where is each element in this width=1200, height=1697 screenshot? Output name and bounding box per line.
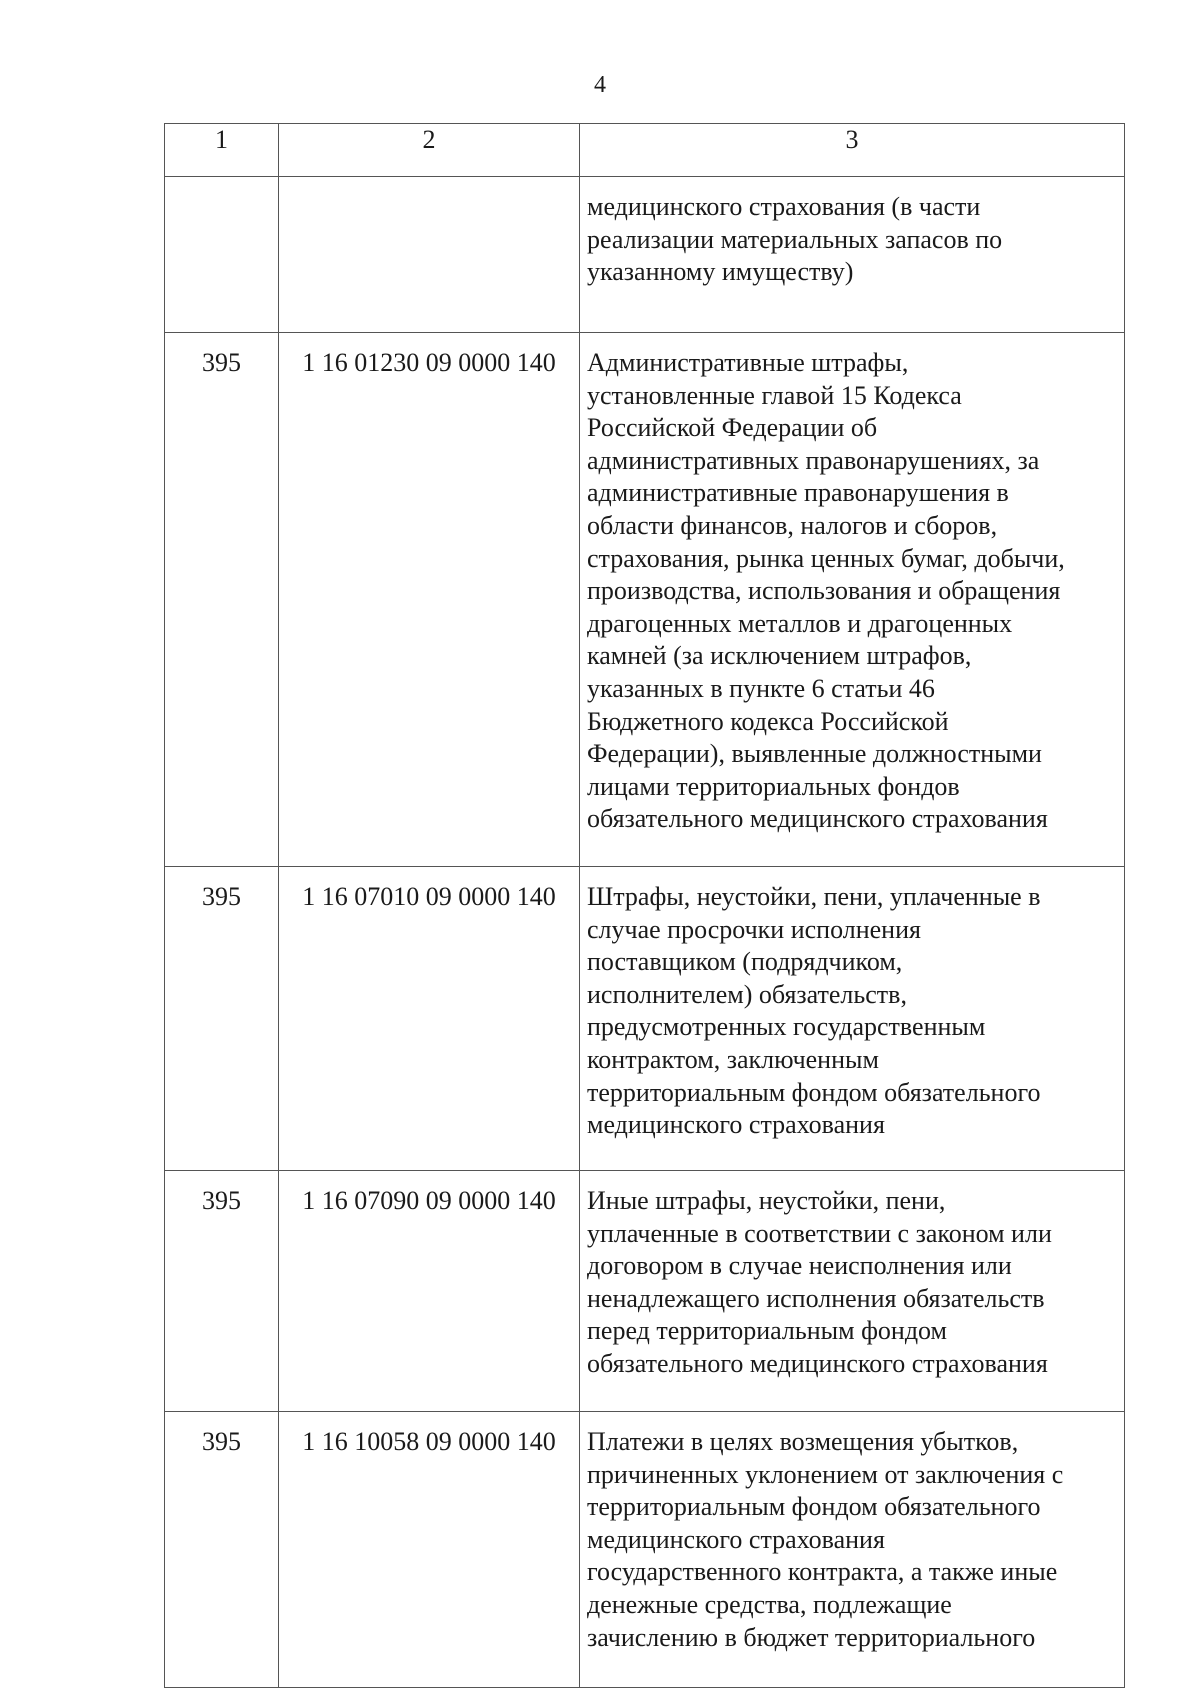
description-cell xyxy=(580,1412,1125,1688)
page-number: 4 xyxy=(594,72,606,98)
description-line: страхования, рынка ценных бумаг, добычи, xyxy=(587,543,1065,573)
description-line: зачислению в бюджет территориального xyxy=(587,1622,1036,1652)
description-line: уплаченные в соответствии с законом или xyxy=(587,1218,1052,1248)
description-line: указанному имуществу) xyxy=(587,257,854,287)
description-line: денежные средства, подлежащие xyxy=(587,1589,952,1619)
description-cell xyxy=(580,177,1125,333)
admin-code-cell: 395 xyxy=(165,867,279,1171)
description-line: драгоценных металлов и драгоценных xyxy=(587,608,1013,638)
description-line: обязательного медицинского страхования xyxy=(587,804,1048,834)
description-line: производства, использования и обращения xyxy=(587,576,1061,606)
description-cell xyxy=(580,1171,1125,1412)
description-line: лицами территориальных фондов xyxy=(587,771,960,801)
budget-code-cell: 1 16 07010 09 0000 140 xyxy=(279,867,580,1171)
description-line: территориальным фондом обязательного xyxy=(587,1492,1041,1522)
description-line: обязательного медицинского страхования xyxy=(587,1348,1048,1378)
description-line: перед территориальным фондом xyxy=(587,1316,948,1346)
description-line: указанных в пункте 6 статьи 46 xyxy=(587,673,935,703)
table-row xyxy=(165,333,1125,867)
table-row xyxy=(165,177,1125,333)
table-header-row xyxy=(165,124,1125,177)
description-line: камней (за исключением штрафов, xyxy=(587,641,972,671)
description-line: медицинского страхования (в части xyxy=(587,192,981,221)
budget-code-cell xyxy=(279,177,580,333)
description-line: Платежи в целях возмещения убытков, xyxy=(587,1427,1019,1456)
description-line: административные правонарушения в xyxy=(587,478,1009,508)
admin-code-cell: 395 xyxy=(165,333,279,867)
description-line: области финансов, налогов и сборов, xyxy=(587,510,998,540)
description-line: ненадлежащего исполнения обязательств xyxy=(587,1283,1045,1313)
description-line: Российской Федерации об xyxy=(587,413,878,443)
description-line: Бюджетного кодекса Российской xyxy=(587,706,949,736)
description-line: установленные главой 15 Кодекса xyxy=(587,380,962,410)
description-line: предусмотренных государственным xyxy=(587,1012,986,1042)
description-line: Штрафы, неустойки, пени, уплаченные в xyxy=(587,882,1041,911)
description-line: поставщиком (подрядчиком, xyxy=(587,947,903,977)
description-line: административных правонарушениях, за xyxy=(587,445,1040,475)
budget-code-cell: 1 16 07090 09 0000 140 xyxy=(279,1171,580,1412)
table-row xyxy=(165,867,1125,1171)
description-line: Административные штрафы, xyxy=(587,348,909,377)
description-line: договором в случае неисполнения или xyxy=(587,1251,1012,1281)
column-header-2: 2 xyxy=(279,124,580,177)
admin-code-cell xyxy=(165,177,279,333)
description-line: территориальным фондом обязательного xyxy=(587,1077,1041,1107)
description-line: случае просрочки исполнения xyxy=(587,914,921,944)
admin-code-cell: 395 xyxy=(165,1412,279,1688)
description-line: Иные штрафы, неустойки, пени, xyxy=(587,1186,946,1215)
description-cell xyxy=(580,867,1125,1171)
description-line: контрактом, заключенным xyxy=(587,1044,879,1074)
description-line: исполнителем) обязательств, xyxy=(587,979,907,1009)
description-line: Федерации), выявленные должностными xyxy=(587,739,1042,769)
description-cell xyxy=(580,333,1125,867)
description-line: медицинского страхования xyxy=(587,1524,885,1554)
budget-code-cell: 1 16 10058 09 0000 140 xyxy=(279,1412,580,1688)
column-header-3: 3 xyxy=(580,124,1125,177)
description-line: медицинского страхования xyxy=(587,1110,885,1140)
table-row xyxy=(165,1412,1125,1688)
column-header-1: 1 xyxy=(165,124,279,177)
description-line: реализации материальных запасов по xyxy=(587,224,1003,254)
admin-code-cell: 395 xyxy=(165,1171,279,1412)
description-line: государственного контракта, а также иные xyxy=(587,1557,1058,1587)
table-row xyxy=(165,1171,1125,1412)
table-body xyxy=(165,124,1125,1688)
description-line: причиненных уклонением от заключения с xyxy=(587,1459,1064,1489)
budget-code-cell: 1 16 01230 09 0000 140 xyxy=(279,333,580,867)
income-codes-table xyxy=(164,123,1125,1688)
